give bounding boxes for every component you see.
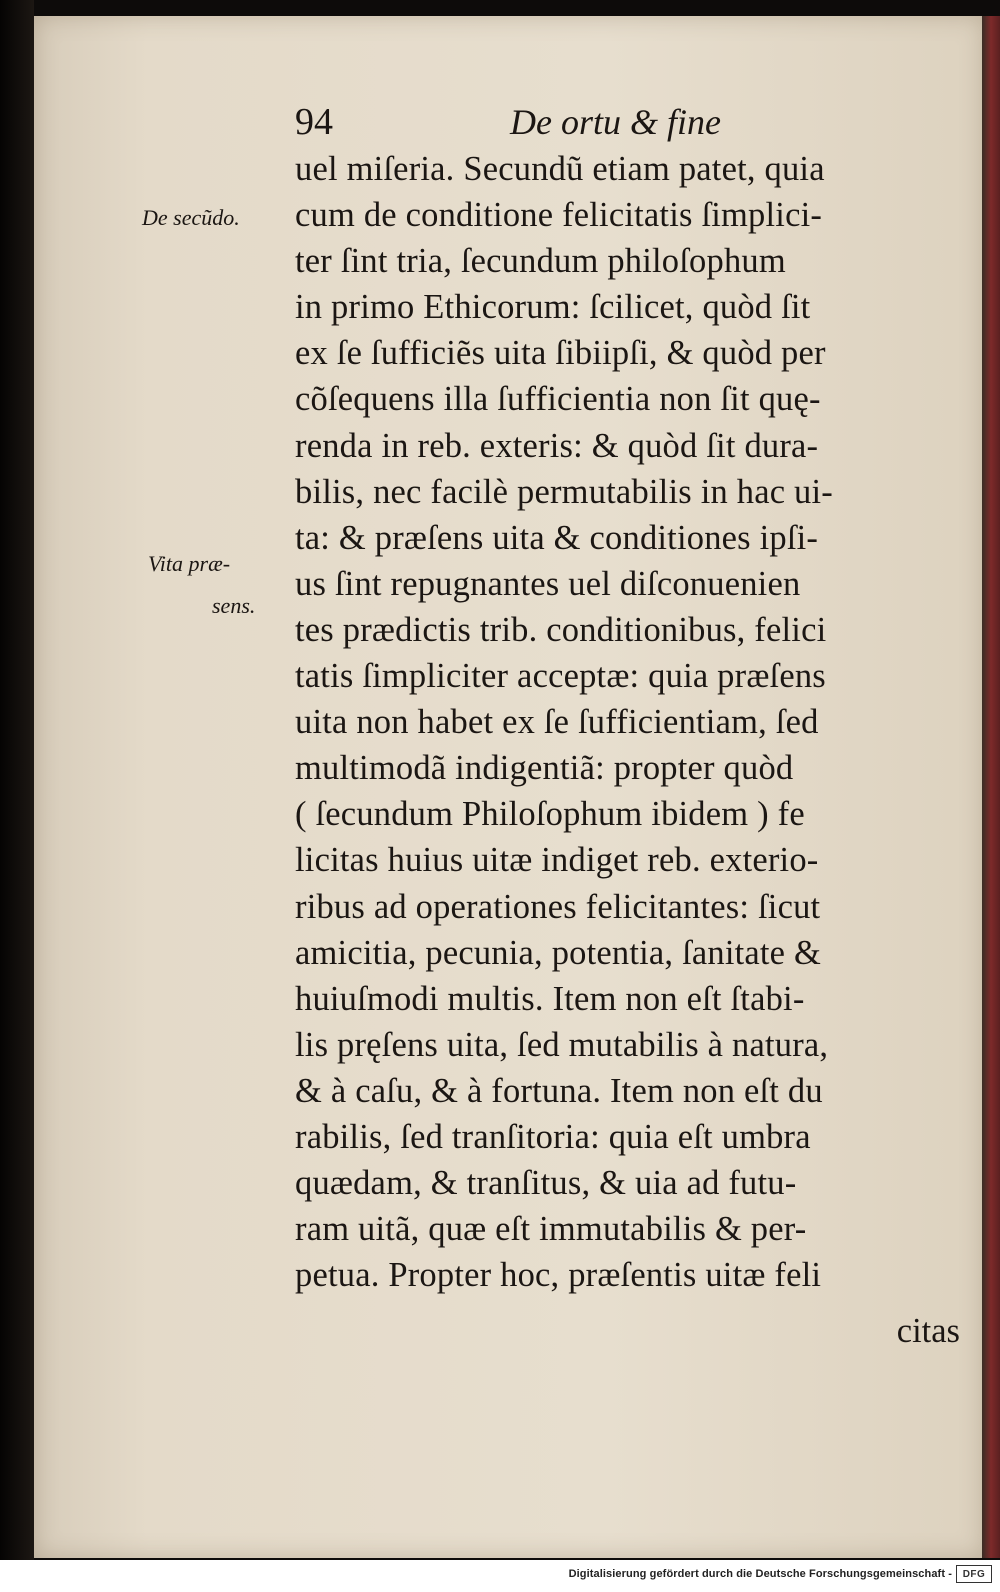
marginal-note-vita-praesens-line2: sens.: [212, 593, 256, 618]
marginal-note-de-secundo: De secũdo.: [142, 205, 240, 230]
text-line: & à caſu, & à fortuna. Item non eſt du: [295, 1071, 823, 1110]
text-line: ram uitã, quæ eſt immutabilis & per-: [295, 1210, 807, 1249]
book-spine-shadow: [0, 0, 34, 1560]
body-text: [295, 146, 959, 1298]
digitization-footer: [0, 1560, 1000, 1592]
text-line: lis pręſens uita, ſed mutabilis à natura,: [295, 1025, 829, 1064]
dfg-logo: DFG: [956, 1565, 992, 1583]
text-line: ter ſint tria, ſecundum philoſophum: [295, 242, 786, 281]
text-line: ribus ad operationes felicitantes: ſicut: [295, 887, 821, 926]
text-line: tes prædictis trib. conditionibus, felici: [295, 610, 827, 649]
text-line: amicitia, pecunia, potentia, ſanitate &: [295, 933, 822, 972]
text-line: ( ſecundum Philoſophum ibidem ) fe: [295, 795, 805, 834]
funding-credit: Digitalisierung gefördert durch die Deutsche Forschungsgemeinschaft -: [568, 1568, 952, 1580]
text-line: petua. Propter hoc, præſentis uitæ feli: [295, 1256, 822, 1295]
text-line: cõſequens illa ſufficientia non ſit quę-: [295, 380, 821, 419]
running-head: De ortu & fine: [510, 102, 721, 142]
text-line: cum de conditione felicitatis ſimplici-: [295, 196, 823, 235]
page-header: [295, 96, 975, 148]
text-line: ta: & præſens uita & conditiones ipſi-: [295, 518, 819, 557]
text-line: quædam, & tranſitus, & uia ad futu-: [295, 1164, 797, 1203]
page-edge: [982, 16, 1000, 1558]
text-line: tatis ſimpliciter acceptæ: quia præſens: [295, 657, 826, 696]
text-line: uita non habet ex ſe ſufficientiam, ſed: [295, 703, 819, 742]
page-number: 94: [295, 101, 333, 143]
marginal-note-vita-praesens-line1: Vita præ-: [148, 551, 231, 576]
text-line: multimodã indigentiã: propter quòd: [295, 749, 794, 788]
text-line: uel miſeria. Secundũ etiam patet, quia: [295, 150, 825, 188]
text-line: in primo Ethicorum: ſcilicet, quòd ſit: [295, 288, 811, 327]
text-line: huiuſmodi multis. Item non eſt ſtabi-: [295, 979, 805, 1018]
text-line: bilis, nec facilè permutabilis in hac ui-: [295, 472, 833, 511]
text-line: ex ſe ſufficiẽs uita ſibiipſi, & quòd per: [295, 334, 826, 373]
text-line: rabilis, ſed tranſitoria: quia eſt umbra: [295, 1117, 811, 1156]
text-line: licitas huius uitæ indiget reb. exterio-: [295, 841, 819, 880]
text-line: renda in reb. exteris: & quòd ſit dura-: [295, 426, 819, 465]
text-line: us ſint repugnantes uel diſconuenien: [295, 564, 801, 603]
catchword: citas: [896, 1312, 960, 1350]
